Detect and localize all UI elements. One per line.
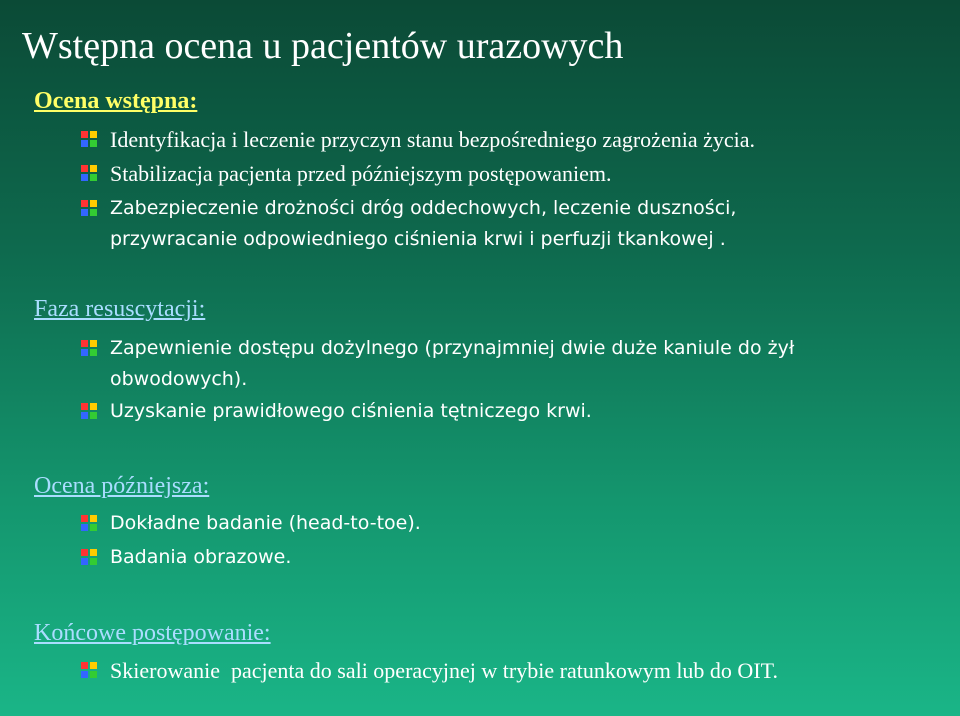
list-item-line: obwodowych).: [110, 368, 248, 390]
bullet-icon: [80, 199, 98, 217]
list-item: [80, 542, 940, 573]
list-item-text: Skierowanie pacjenta do sali operacyjnej w trybie ratunkowym lub do OIT.: [110, 658, 778, 683]
list-item: [80, 396, 940, 427]
section-heading-resuscitation: Faza resuscytacji:: [34, 296, 206, 322]
bullet-icon: [80, 514, 98, 532]
list-item-line: Zapewnienie dostępu dożylnego (przynajmniej dwie duże kaniule do żył: [110, 337, 795, 359]
list-item: [80, 508, 940, 539]
list-item-text: Stabilizacja pacjenta przed późniejszym postępowaniem.: [110, 161, 612, 186]
list-item: [80, 124, 940, 155]
list-item-text: Identyfikacja i leczenie przyczyn stanu bezpośredniego zagrożenia życia.: [110, 127, 755, 152]
list-item-text: [110, 193, 736, 255]
list-item: [80, 655, 940, 686]
section-heading-initial-assessment: Ocena wstępna:: [34, 88, 198, 114]
bullet-icon: [80, 164, 98, 182]
bullet-icon: [80, 130, 98, 148]
bullet-icon: [80, 402, 98, 420]
bullet-icon: [80, 548, 98, 566]
section-heading-later-assessment: Ocena późniejsza:: [34, 473, 210, 499]
list-item-text: Uzyskanie prawidłowego ciśnienia tętniczego krwi.: [110, 400, 592, 422]
list-item-text: [110, 333, 794, 395]
bullet-icon: [80, 661, 98, 679]
list-item-line: przywracanie odpowiedniego ciśnienia krwi i perfuzji tkankowej .: [110, 228, 726, 250]
list-item: [80, 333, 940, 395]
section-heading-final-management: Końcowe postępowanie:: [34, 620, 271, 646]
bullet-icon: [80, 339, 98, 357]
list-item-text: Dokładne badanie (head-to-toe).: [110, 512, 421, 534]
slide-title: Wstępna ocena u pacjentów urazowych: [22, 25, 624, 67]
list-item-text: Badania obrazowe.: [110, 546, 292, 568]
list-item: [80, 158, 940, 189]
list-item: [80, 193, 940, 255]
list-item-line: Zabezpieczenie drożności dróg oddechowych, leczenie duszności,: [110, 197, 737, 219]
